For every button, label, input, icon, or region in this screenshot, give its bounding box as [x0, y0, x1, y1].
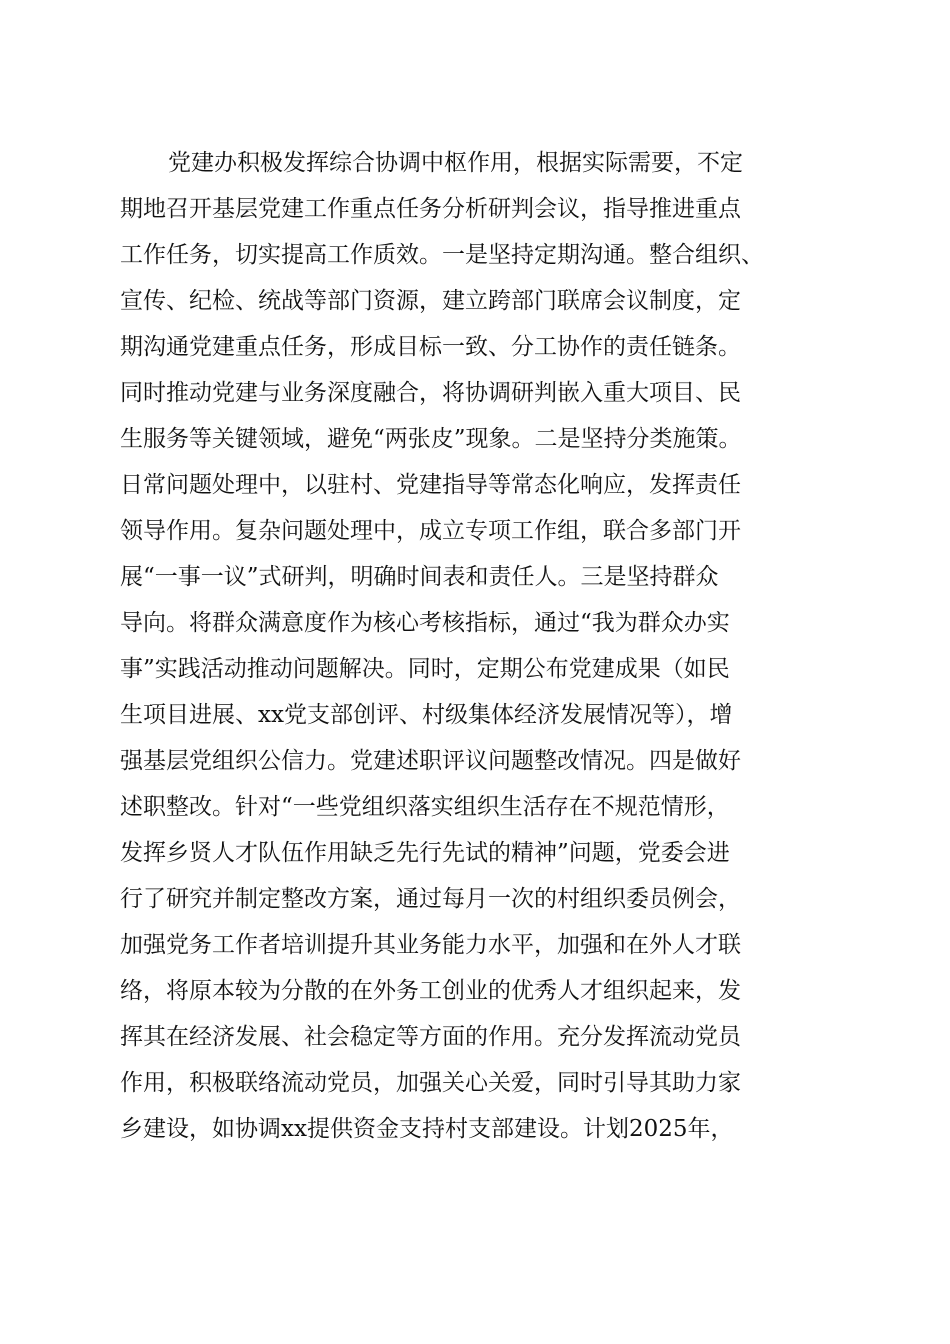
- paragraph-line: 宣传、纪检、统战等部门资源，建立跨部门联席会议制度，定: [120, 288, 741, 314]
- paragraph-line: 期沟通党建重点任务，形成目标一致、分工协作的责任链条。: [120, 334, 741, 360]
- paragraph-line: 强基层党组织公信力。党建述职评议问题整改情况。四是做好: [120, 748, 741, 774]
- paragraph-line: 展“一事一议”式研判，明确时间表和责任人。三是坚持群众: [120, 564, 719, 590]
- paragraph-line: 乡建设，如协调xx提供资金支持村支部建设。计划2025年，: [120, 1116, 734, 1142]
- paragraph-line: 行了研究并制定整改方案，通过每月一次的村组织委员例会，: [120, 886, 741, 912]
- paragraph-line: 生项目进展、xx党支部创评、村级集体经济发展情况等），增: [120, 702, 733, 728]
- paragraph-line: 加强党务工作者培训提升其业务能力水平，加强和在外人才联: [120, 932, 741, 958]
- paragraph-line: 党建办积极发挥综合协调中枢作用，根据实际需要，不定: [168, 150, 743, 176]
- paragraph-line: 同时推动党建与业务深度融合，将协调研判嵌入重大项目、民: [120, 380, 741, 406]
- paragraph-line: 发挥乡贤人才队伍作用缺乏先行先试的精神”问题，党委会进: [120, 840, 730, 866]
- paragraph-line: 事”实践活动推动问题解决。同时，定期公布党建成果（如民: [120, 656, 730, 682]
- paragraph-line: 日常问题处理中，以驻村、党建指导等常态化响应，发挥责任: [120, 472, 741, 498]
- paragraph-line: 作用，积极联络流动党员，加强关心关爱，同时引导其助力家: [120, 1070, 741, 1096]
- paragraph-line: 导向。将群众满意度作为核心考核指标，通过“我为群众办实: [120, 610, 730, 636]
- paragraph-line: 生服务等关键领域，避免“两张皮”现象。二是坚持分类施策。: [120, 426, 742, 452]
- paragraph-line: 络，将原本较为分散的在外务工创业的优秀人才组织起来，发: [120, 978, 741, 1004]
- body-paragraph: [120, 140, 840, 1152]
- paragraph-line: 挥其在经济发展、社会稳定等方面的作用。充分发挥流动党员: [120, 1024, 741, 1050]
- paragraph-line: 期地召开基层党建工作重点任务分析研判会议，指导推进重点: [120, 196, 741, 222]
- paragraph-line: 领导作用。复杂问题处理中，成立专项工作组，联合多部门开: [120, 518, 741, 544]
- paragraph-line: 工作任务，切实提高工作质效。一是坚持定期沟通。整合组织、: [120, 242, 764, 268]
- paragraph-line: 述职整改。针对“一些党组织落实组织生活存在不规范情形，: [120, 794, 730, 820]
